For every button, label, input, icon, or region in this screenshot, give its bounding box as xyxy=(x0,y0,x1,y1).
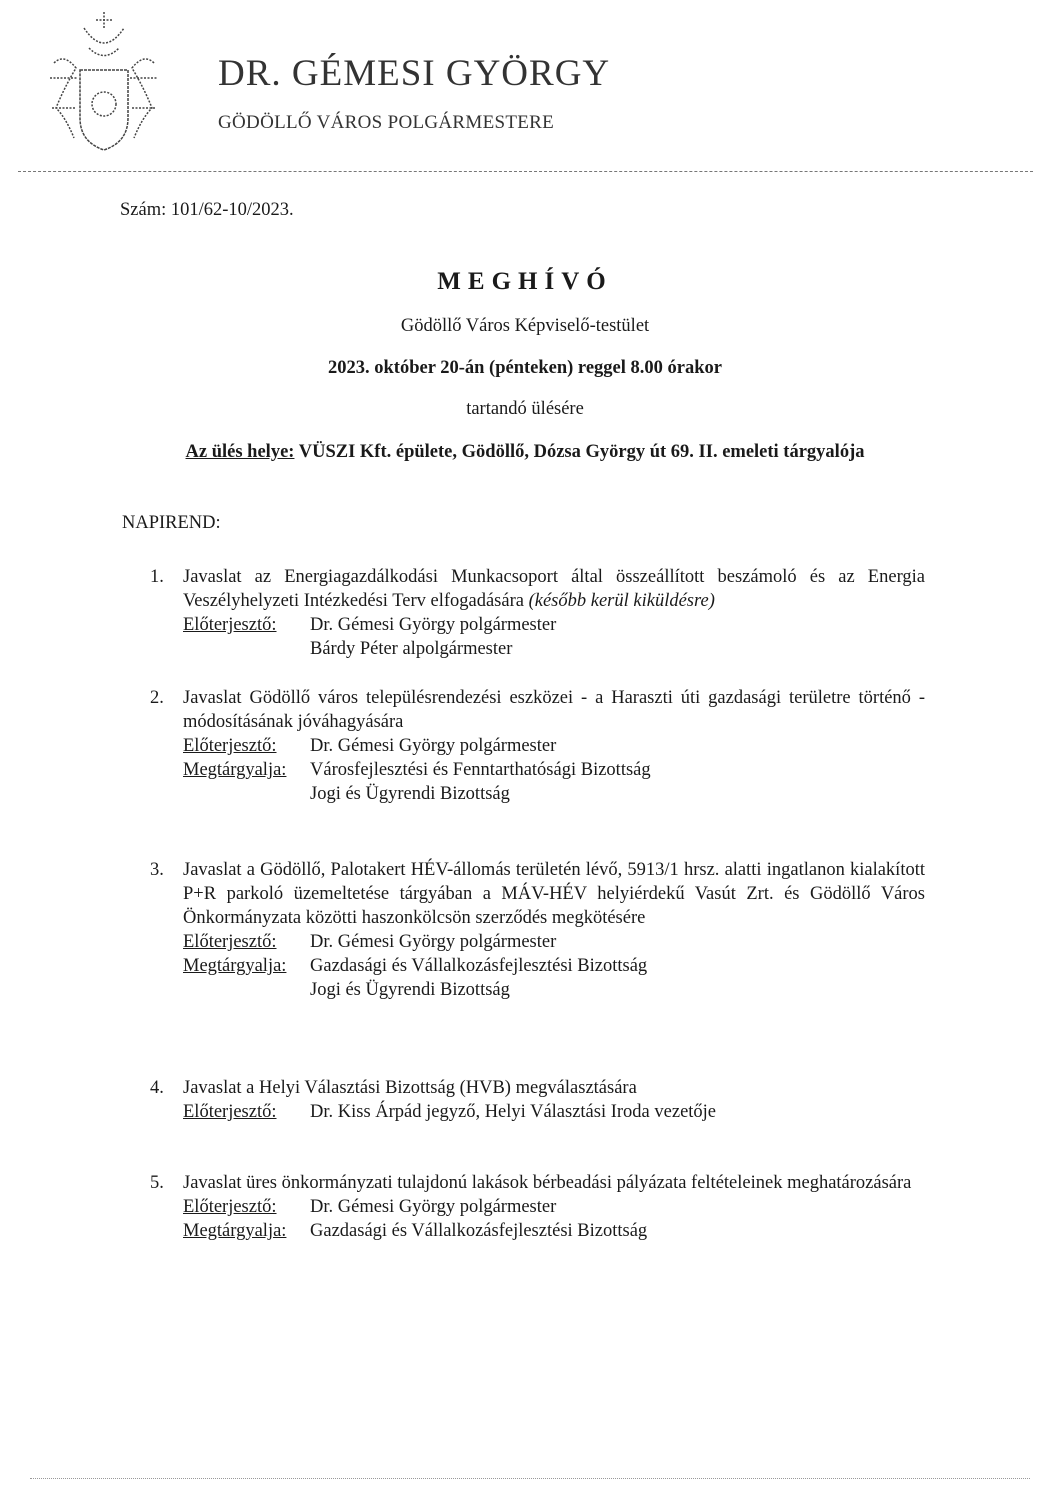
agenda-role-row xyxy=(183,613,925,637)
role-label: Megtárgyalja: xyxy=(183,1221,287,1241)
agenda-role-row xyxy=(183,1100,925,1124)
role-value: Dr. Gémesi György polgármester xyxy=(310,1197,557,1217)
agenda-note: (később kerül kiküldésre) xyxy=(528,591,715,611)
agenda-role-row xyxy=(183,758,925,782)
meeting-date: 2023. október 20-án (pénteken) reggel 8.00 órakor xyxy=(328,358,722,378)
agenda-item xyxy=(150,1076,925,1124)
reference-number: Szám: 101/62-10/2023. xyxy=(120,200,294,220)
agenda-role-row xyxy=(183,954,925,978)
letterhead-position: GÖDÖLLŐ VÁROS POLGÁRMESTERE xyxy=(218,112,555,133)
role-label: Megtárgyalja: xyxy=(183,760,287,780)
agenda-number: 2. xyxy=(150,688,164,708)
role-value: Dr. Gémesi György polgármester xyxy=(310,615,557,635)
footer-line xyxy=(30,1478,1030,1479)
coat-of-arms-logo xyxy=(44,8,164,154)
agenda-item xyxy=(150,565,925,661)
role-label xyxy=(183,782,310,806)
agenda-number: 4. xyxy=(150,1078,164,1098)
agenda-role-row xyxy=(183,1195,925,1219)
role-label: Előterjesztő: xyxy=(183,736,277,756)
role-label: Előterjesztő: xyxy=(183,1197,277,1217)
meeting-text: tartandó ülésére xyxy=(466,399,584,419)
document-heading: MEGHÍVÓ xyxy=(437,268,613,295)
agenda-item xyxy=(150,1171,925,1243)
agenda-text xyxy=(183,686,925,734)
role-value: Dr. Gémesi György polgármester xyxy=(310,932,557,952)
role-label xyxy=(183,978,310,1002)
agenda-role-row xyxy=(183,930,925,954)
role-value: Jogi és Ügyrendi Bizottság xyxy=(310,980,510,1000)
agenda-title-text: Javaslat a Gödöllő, Palotakert HÉV-állomás területén lévő, 5913/1 hrsz. alatti ingatlanon kialakított P+R parkoló üzemeltetése tárgyában a MÁV-HÉV helyiérdekű Vasút Zrt. és Gödöllő Város Önkormányzata közötti haszonkölcsön szerződés megkötésére xyxy=(183,860,925,928)
header-divider xyxy=(18,171,1033,172)
agenda-number: 1. xyxy=(150,567,164,587)
agenda-role-row xyxy=(183,978,925,1002)
role-value: Dr. Gémesi György polgármester xyxy=(310,736,557,756)
agenda-title-text: Javaslat a Helyi Választási Bizottság (HVB) megválasztására xyxy=(183,1078,637,1098)
agenda-text xyxy=(183,565,925,613)
agenda-title: NAPIREND: xyxy=(122,513,221,533)
agenda-item xyxy=(150,858,925,1002)
agenda-role-row xyxy=(183,782,925,806)
agenda-text xyxy=(183,1171,925,1195)
meeting-venue xyxy=(0,442,1050,463)
agenda-title-text: Javaslat az Energiagazdálkodási Munkacsoport által összeállított beszámoló és az Energia Veszélyhelyzeti Intézkedési Terv elfogadására xyxy=(183,567,925,611)
role-value: Dr. Kiss Árpád jegyző, Helyi Választási Iroda vezetője xyxy=(310,1102,717,1122)
role-label: Előterjesztő: xyxy=(183,932,277,952)
role-label xyxy=(183,637,310,661)
role-label: Megtárgyalja: xyxy=(183,956,287,976)
agenda-text xyxy=(183,1076,925,1100)
role-value: Városfejlesztési és Fenntarthatósági Bizottság xyxy=(310,760,651,780)
agenda-text xyxy=(183,858,925,930)
role-value: Bárdy Péter alpolgármester xyxy=(310,639,513,659)
organization: Gödöllő Város Képviselő-testület xyxy=(400,316,650,336)
agenda-role-row xyxy=(183,1219,925,1243)
role-value: Gazdasági és Vállalkozásfejlesztési Bizottság xyxy=(310,956,648,976)
role-label: Előterjesztő: xyxy=(183,615,277,635)
role-value: Gazdasági és Vállalkozásfejlesztési Bizottság xyxy=(310,1221,648,1241)
venue-text: VÜSZI Kft. épülete, Gödöllő, Dózsa György út 69. II. emeleti tárgyalója xyxy=(294,442,865,462)
agenda-number: 5. xyxy=(150,1173,164,1193)
agenda-role-row xyxy=(183,637,925,661)
venue-label: Az ülés helye: xyxy=(185,442,295,462)
agenda-title-text: Javaslat Gödöllő város településrendezési eszközei - a Haraszti úti gazdasági területre történő - módosításának jóváhagyására xyxy=(183,688,925,732)
agenda-title-text: Javaslat üres önkormányzati tulajdonú lakások bérbeadási pályázata feltételeinek meghatározására xyxy=(183,1173,912,1193)
role-value: Jogi és Ügyrendi Bizottság xyxy=(310,784,510,804)
letterhead-name: DR. GÉMESI GYÖRGY xyxy=(218,53,611,94)
agenda-role-row xyxy=(183,734,925,758)
agenda-item xyxy=(150,686,925,806)
agenda-number: 3. xyxy=(150,860,164,880)
role-label: Előterjesztő: xyxy=(183,1102,277,1122)
